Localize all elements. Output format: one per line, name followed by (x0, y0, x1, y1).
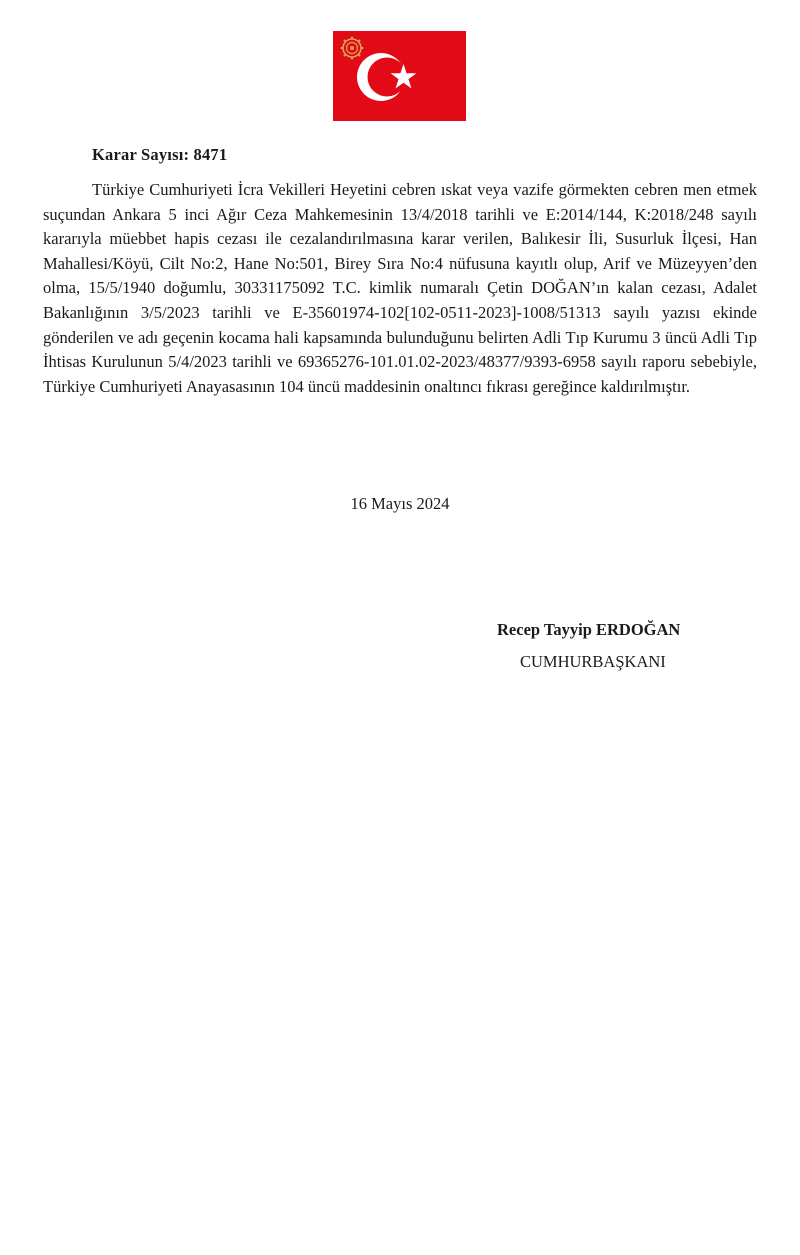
flag-graphic (333, 31, 466, 121)
turkish-flag-icon (333, 31, 466, 121)
decree-body-text: Türkiye Cumhuriyeti İcra Vekilleri Heyetini cebren ıskat veya vazife görmekten cebren men etmek suçundan Ankara 5 inci Ağır Ceza Mahkemesinin 13/4/2018 tarihli ve E:2014/144, K:2018/248 sayılı kararıyla müebbet hapis cezası ile cezalandırılmasına karar verilen, Balıkesir İli, Susurluk İlçesi, Han Mahallesi/Köyü, Cilt No:2, Hane No:501, Birey Sıra No:4 nüfusuna kayıtlı olup, Arif ve Müzeyyen’den olma, 15/5/1940 doğumlu, 30331175092 T.C. kimlik numaralı Çetin DOĞAN’ın kalan cezası, Adalet Bakanlığının 3/5/2023 tarihli ve E-35601974-102[102-0511-2023]-1008/51313 sayılı yazısı ekinde gönderilen ve adı geçenin kocama hali kapsamında bulunduğunu belirten Adli Tıp Kurumu 3 üncü Adli Tıp İhtisas Kurulunun 5/4/2023 tarihli ve 69365276-101.01.02-2023/48377/9393-6958 sayılı raporu sebebiyle, Türkiye Cumhuriyeti Anayasasının 104 üncü maddesinin onaltıncı fıkrası gereğince kaldırılmıştır. (43, 180, 757, 396)
signer-name: Recep Tayyip ERDOĞAN (497, 620, 681, 639)
decree-date: 16 Mayıs 2024 (350, 494, 450, 513)
signer-title: CUMHURBAŞKANI (520, 652, 666, 671)
decision-number: Karar Sayısı: 8471 (92, 145, 228, 164)
